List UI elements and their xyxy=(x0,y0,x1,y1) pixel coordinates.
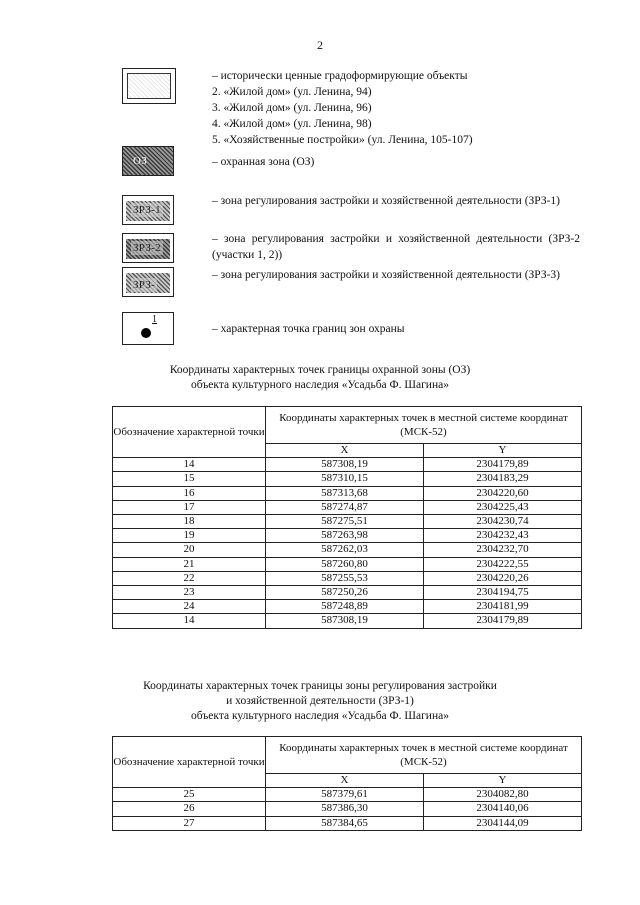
legend-zrz1 xyxy=(118,193,580,229)
legend-historic xyxy=(118,68,580,150)
point-cell: 18 xyxy=(113,515,266,529)
point-cell: 16 xyxy=(113,486,266,500)
header-y: Y xyxy=(424,774,582,788)
x-cell: 587386,30 xyxy=(266,802,424,816)
x-cell: 587262,03 xyxy=(266,543,424,557)
point-cell: 22 xyxy=(113,571,266,585)
x-cell: 587274,87 xyxy=(266,500,424,514)
y-cell: 2304220,60 xyxy=(424,486,582,500)
table-row xyxy=(113,788,582,802)
zrz3-swatch-label: ЗРЗ- xyxy=(133,279,156,291)
legend-zrz3-text: – зона регулирования застройки и хозяйственной деятельности (ЗРЗ-3) xyxy=(212,269,561,281)
zrz2-swatch-icon xyxy=(122,233,174,263)
x-cell: 587308,19 xyxy=(266,614,424,628)
y-cell: 2304232,70 xyxy=(424,543,582,557)
zrz1-swatch-icon xyxy=(122,195,174,225)
legend-zrz2 xyxy=(118,231,580,267)
y-cell: 2304082,80 xyxy=(424,788,582,802)
y-cell: 2304232,43 xyxy=(424,529,582,543)
header-x: X xyxy=(266,774,424,788)
table1-caption: Координаты характерных точек границы охранной зоны (ОЗ) объекта культурного наследия «Усадьба Ф. Шагина» xyxy=(169,364,471,391)
boundary-point-swatch-icon xyxy=(122,312,174,345)
legend-point-text: – характерная точка границ зон охраны xyxy=(212,323,405,335)
oz-swatch-icon xyxy=(122,146,174,176)
point-cell: 17 xyxy=(113,500,266,514)
x-cell: 587384,65 xyxy=(266,816,424,830)
table-row xyxy=(113,500,582,514)
table-row xyxy=(113,816,582,830)
table-row xyxy=(113,472,582,486)
x-cell: 587248,89 xyxy=(266,600,424,614)
header-point-designation: Обозначение характерной точки xyxy=(113,407,266,458)
y-cell: 2304140,06 xyxy=(424,802,582,816)
point-cell: 14 xyxy=(113,614,266,628)
point-cell: 25 xyxy=(113,788,266,802)
y-cell: 2304230,74 xyxy=(424,515,582,529)
point-cell: 14 xyxy=(113,458,266,472)
point-cell: 27 xyxy=(113,816,266,830)
boundary-point-label: 1 xyxy=(152,314,157,325)
table-row xyxy=(113,802,582,816)
legend-oz-text: – охранная зона (ОЗ) xyxy=(212,156,315,168)
x-cell: 587275,51 xyxy=(266,515,424,529)
zrz1-swatch-label: ЗРЗ-1 xyxy=(133,204,161,216)
oz-swatch-label: ОЗ xyxy=(133,155,148,167)
x-cell: 587255,53 xyxy=(266,571,424,585)
table-row xyxy=(113,515,582,529)
y-cell: 2304194,75 xyxy=(424,586,582,600)
y-cell: 2304225,43 xyxy=(424,500,582,514)
y-cell: 2304181,99 xyxy=(424,600,582,614)
table-row xyxy=(113,586,582,600)
point-cell: 26 xyxy=(113,802,266,816)
table-row xyxy=(113,486,582,500)
page-number: 2 xyxy=(317,38,323,52)
point-cell: 15 xyxy=(113,472,266,486)
point-cell: 19 xyxy=(113,529,266,543)
legend-zrz1-text: – зона регулирования застройки и хозяйственной деятельности (ЗРЗ-1) xyxy=(212,195,561,207)
x-cell: 587308,19 xyxy=(266,458,424,472)
point-cell: 24 xyxy=(113,600,266,614)
point-cell: 20 xyxy=(113,543,266,557)
x-cell: 587250,26 xyxy=(266,586,424,600)
table-row xyxy=(113,614,582,628)
oz-coordinates-table xyxy=(112,406,582,629)
y-cell: 2304179,89 xyxy=(424,458,582,472)
zrz2-swatch-label: ЗРЗ-2 xyxy=(133,242,161,254)
legend-zrz2-text: – зона регулирования застройки и хозяйственной деятельности (ЗРЗ-2 (участки 1, 2)) xyxy=(212,233,580,261)
x-cell: 587260,80 xyxy=(266,557,424,571)
y-cell: 2304179,89 xyxy=(424,614,582,628)
point-cell: 21 xyxy=(113,557,266,571)
point-cell: 23 xyxy=(113,586,266,600)
y-cell: 2304220,26 xyxy=(424,571,582,585)
x-cell: 587313,68 xyxy=(266,486,424,500)
boundary-point-dot-icon xyxy=(141,328,151,338)
legend-zrz3 xyxy=(118,265,580,301)
historic-object-swatch-icon xyxy=(122,68,176,104)
table-row xyxy=(113,543,582,557)
header-point-designation: Обозначение характерной точки xyxy=(113,737,266,788)
zrz3-swatch-icon xyxy=(122,267,174,297)
table-row xyxy=(113,571,582,585)
y-cell: 2304222,55 xyxy=(424,557,582,571)
y-cell: 2304183,29 xyxy=(424,472,582,486)
legend-oz xyxy=(118,146,580,178)
y-cell: 2304144,09 xyxy=(424,816,582,830)
table-row xyxy=(113,600,582,614)
header-y: Y xyxy=(424,444,582,458)
table2-caption: Координаты характерных точек границы зоны регулирования застройки и хозяйственной деятельности (ЗРЗ-1) объекта культурного наследия «Усадьба Ф. Шагина» xyxy=(143,680,497,722)
x-cell: 587310,15 xyxy=(266,472,424,486)
table-row xyxy=(113,458,582,472)
x-cell: 587379,61 xyxy=(266,788,424,802)
header-coordinates-group: Координаты характерных точек в местной системе координат (МСК-52) xyxy=(266,407,582,444)
legend-historic-text: – исторически ценные градоформирующие объекты 2. «Жилой дом» (ул. Ленина, 94) 3. «Жилой дом» (ул. Ленина, 96) 4. «Жилой дом» (ул. Ленина, 98) 5. «Хозяйственные постройки» (ул. Ленина, 105-107) xyxy=(212,70,473,146)
table-row xyxy=(113,529,582,543)
x-cell: 587263,98 xyxy=(266,529,424,543)
table-row xyxy=(113,557,582,571)
header-x: X xyxy=(266,444,424,458)
zrz1-coordinates-table xyxy=(112,736,582,831)
header-coordinates-group: Координаты характерных точек в местной системе координат (МСК-52) xyxy=(266,737,582,774)
legend-point xyxy=(118,312,580,346)
